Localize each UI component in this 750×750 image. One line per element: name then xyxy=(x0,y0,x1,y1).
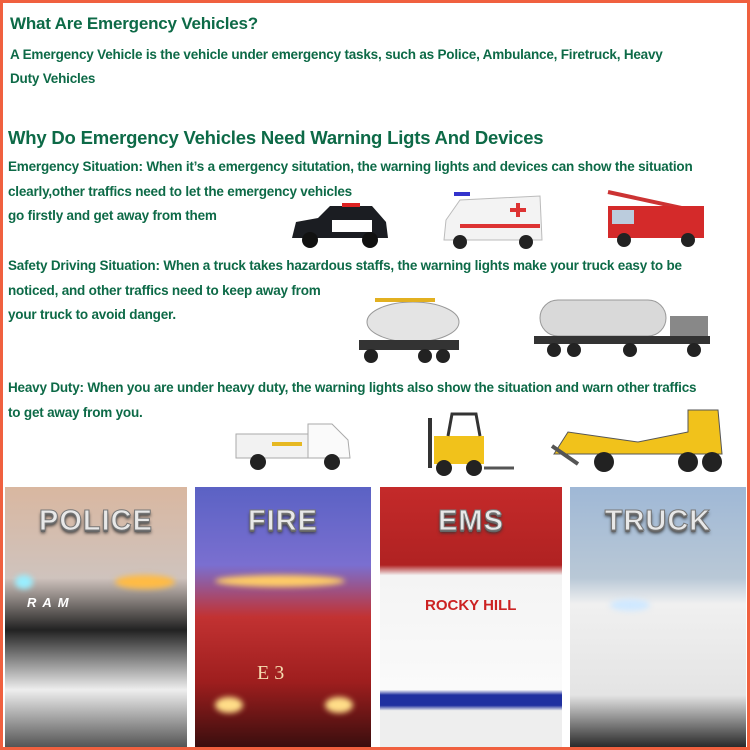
panel-label-police: POLICE xyxy=(39,505,153,537)
intro-line-2: Duty Vehicles xyxy=(10,71,96,86)
panel-fire xyxy=(195,487,371,747)
tanker-truck-image xyxy=(355,292,463,370)
heavy-line-1: Heavy Duty: When you are under heavy duty, the warning lights also show the situation and warn other traffics xyxy=(8,380,697,395)
pickup-truck-image xyxy=(232,412,354,476)
panel-police xyxy=(5,487,187,747)
title-what-are: What Are Emergency Vehicles? xyxy=(10,14,258,33)
fire-truck-number: E 3 xyxy=(257,662,285,684)
vacuum-truck-image xyxy=(530,292,712,364)
panel-label-ems: EMS xyxy=(438,505,504,537)
heavy-line-2: to get away from you. xyxy=(8,405,143,420)
forklift-image xyxy=(418,408,518,478)
emergency-line-1: Emergency Situation: When it’s a emergency situtation, the warning lights and devices can show the situation xyxy=(8,159,693,174)
safety-line-2: noticed, and other traffics need to keep away from xyxy=(8,283,321,298)
ambulance-image xyxy=(440,190,544,252)
panel-label-truck: TRUCK xyxy=(604,505,712,537)
emergency-line-3: go firstly and get away from them xyxy=(8,208,217,223)
fire-truck-image xyxy=(604,182,708,248)
safety-line-1: Safety Driving Situation: When a truck takes hazardous staffs, the warning lights make your truck easy to be xyxy=(8,258,682,273)
police-car-image xyxy=(288,200,390,250)
emergency-line-2: clearly,other traffics need to let the emergency vehicles xyxy=(8,184,352,199)
police-ram-text: RAM xyxy=(27,595,75,610)
panel-label-fire: FIRE xyxy=(247,505,319,537)
title-why: Why Do Emergency Vehicles Need Warning Ligts And Devices xyxy=(8,127,544,148)
motor-grader-image xyxy=(548,402,730,478)
panel-ems xyxy=(380,487,562,747)
ems-rocky-hill-text: ROCKY HILL xyxy=(425,597,517,614)
safety-line-3: your truck to avoid danger. xyxy=(8,307,176,322)
intro-line-1: A Emergency Vehicle is the vehicle under emergency tasks, such as Police, Ambulance, Firetruck, Heavy xyxy=(10,47,663,62)
panel-truck xyxy=(570,487,746,747)
